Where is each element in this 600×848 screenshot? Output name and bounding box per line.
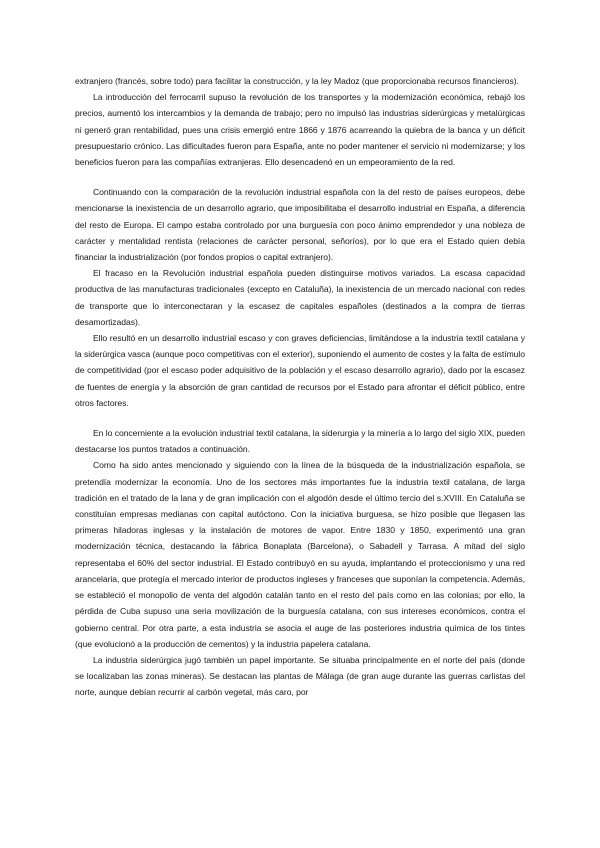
- paragraph-8: La industria siderúrgica jugó también un papel importante. Se situaba principalmente en el norte del país (donde se localizaban las zonas mineras). Se destacan las plantas de Málaga (de gran auge durante las guerras carlistas del norte, aunque debían recurrir al carbón vegetal, más caro, por: [75, 654, 525, 698]
- paragraph-2: La introducción del ferrocarril supuso la revolución de los transportes y la modernización económica, rebajó los precios, aumentó los intercambios y la demanda de trabajo; pero no impulsó las industrias siderúrgicas y metalúrgicas ni generó gran rentabilidad, pues una crisis emergió entre 1866 y 1876 acarreando la quiebra de la banca y un déficit presupuestario crónico. Las dificultades fueron para España, ante no poder mantener el servicio ni modernizarse; y los beneficios fueron para las compañías extranjeras. Ello desencadenó en un empeoramiento de la red.: [75, 92, 525, 168]
- paragraph-3: Continuando con la comparación de la revolución industrial española con la del resto de países europeos, debe mencionarse la inexistencia de un desarrollo agrario, que imposibilitaba el desarrollo industrial en España, a diferencia del resto de Europa. El campo estaba controlado por una burguesía con poco ánimo emprendedor y una nobleza de carácter y mentalidad rentista (relaciones de carácter personal, señoríos), por lo que era el Estado quien debía financiar la industrialización (por fondos propios o capital extranjero).: [75, 187, 525, 263]
- paragraph-gap: [75, 411, 525, 425]
- paragraph-6: En lo concerniente a la evolución industrial textil catalana, la siderurgia y la minería a lo largo del siglo XIX, pueden destacarse los puntos tratados a continuación.: [75, 428, 525, 455]
- paragraph-5: Ello resultó en un desarrollo industrial escaso y con graves deficiencias, limitándose a la industria textil catalana y la siderúrgica vasca (aunque poco competitivas con el exterior), suponiendo el aumento de costes y la falta de estímulo de competitividad (por el escaso poder adquisitivo de la población y el escaso desarrollo agrario), dado por la escasez de fuentes de energía y la absorción de gran cantidad de recursos por el Estado para afrontar el déficit público, entre otros factores.: [75, 333, 525, 408]
- document-body: [75, 73, 525, 701]
- paragraph-1: extranjero (francés, sobre todo) para facilitar la construcción, y la ley Madoz (que proporcionaba recursos financieros).: [75, 76, 519, 86]
- paragraph-7: Como ha sido antes mencionado y siguiendo con la línea de la búsqueda de la industrialización española, se pretendía modernizar la economía. Uno de los sectores más importantes fue la industria textil catalana, de larga tradición en el tratado de la lana y de gran implicación con el algodón desde el último tercio del s.XVIII. En Cataluña se constituían empresas medianas con capital autóctono. Con la iniciativa burguesa, se hizo posible que llegasen las primeras hiladoras inglesas y la instalación de motores de vapor. Entre 1830 y 1850, experimentó una gran modernización técnica, destacando la fábrica Bonaplata (Barcelona), o Sabadell y Tarrasa. A mitad del siglo representaba el 60% del sector industrial. El Estado contribuyó en su ayuda, implantando el proteccionismo y una red arancelaria, que protegía el mercado interior de productos ingleses y franceses que suponían la competencia. Además, se estableció el monopolio de venta del algodón catalán tanto en el resto del país como en las colonias; por ello, la pérdida de Cuba supuso una seria movilización de la burguesía catalana, con sus intereses económicos, contra el gobierno central. Por otra parte, a esta industria se asocia el auge de las posteriores industria química de los tintes (que evolucionó a la producción de cementos) y la industria papelera catalana.: [75, 460, 525, 649]
- paragraph-gap: [75, 170, 525, 184]
- paragraph-4: El fracaso en la Revolución industrial española pueden distinguirse motivos variados. La escasa capacidad productiva de las manufacturas tradicionales (excepto en Cataluña), la inexistencia de un mercado nacional con redes de transporte que lo interconectaran y la escasez de capitales españoles (destinados a la compra de tierras desamortizadas).: [75, 268, 525, 327]
